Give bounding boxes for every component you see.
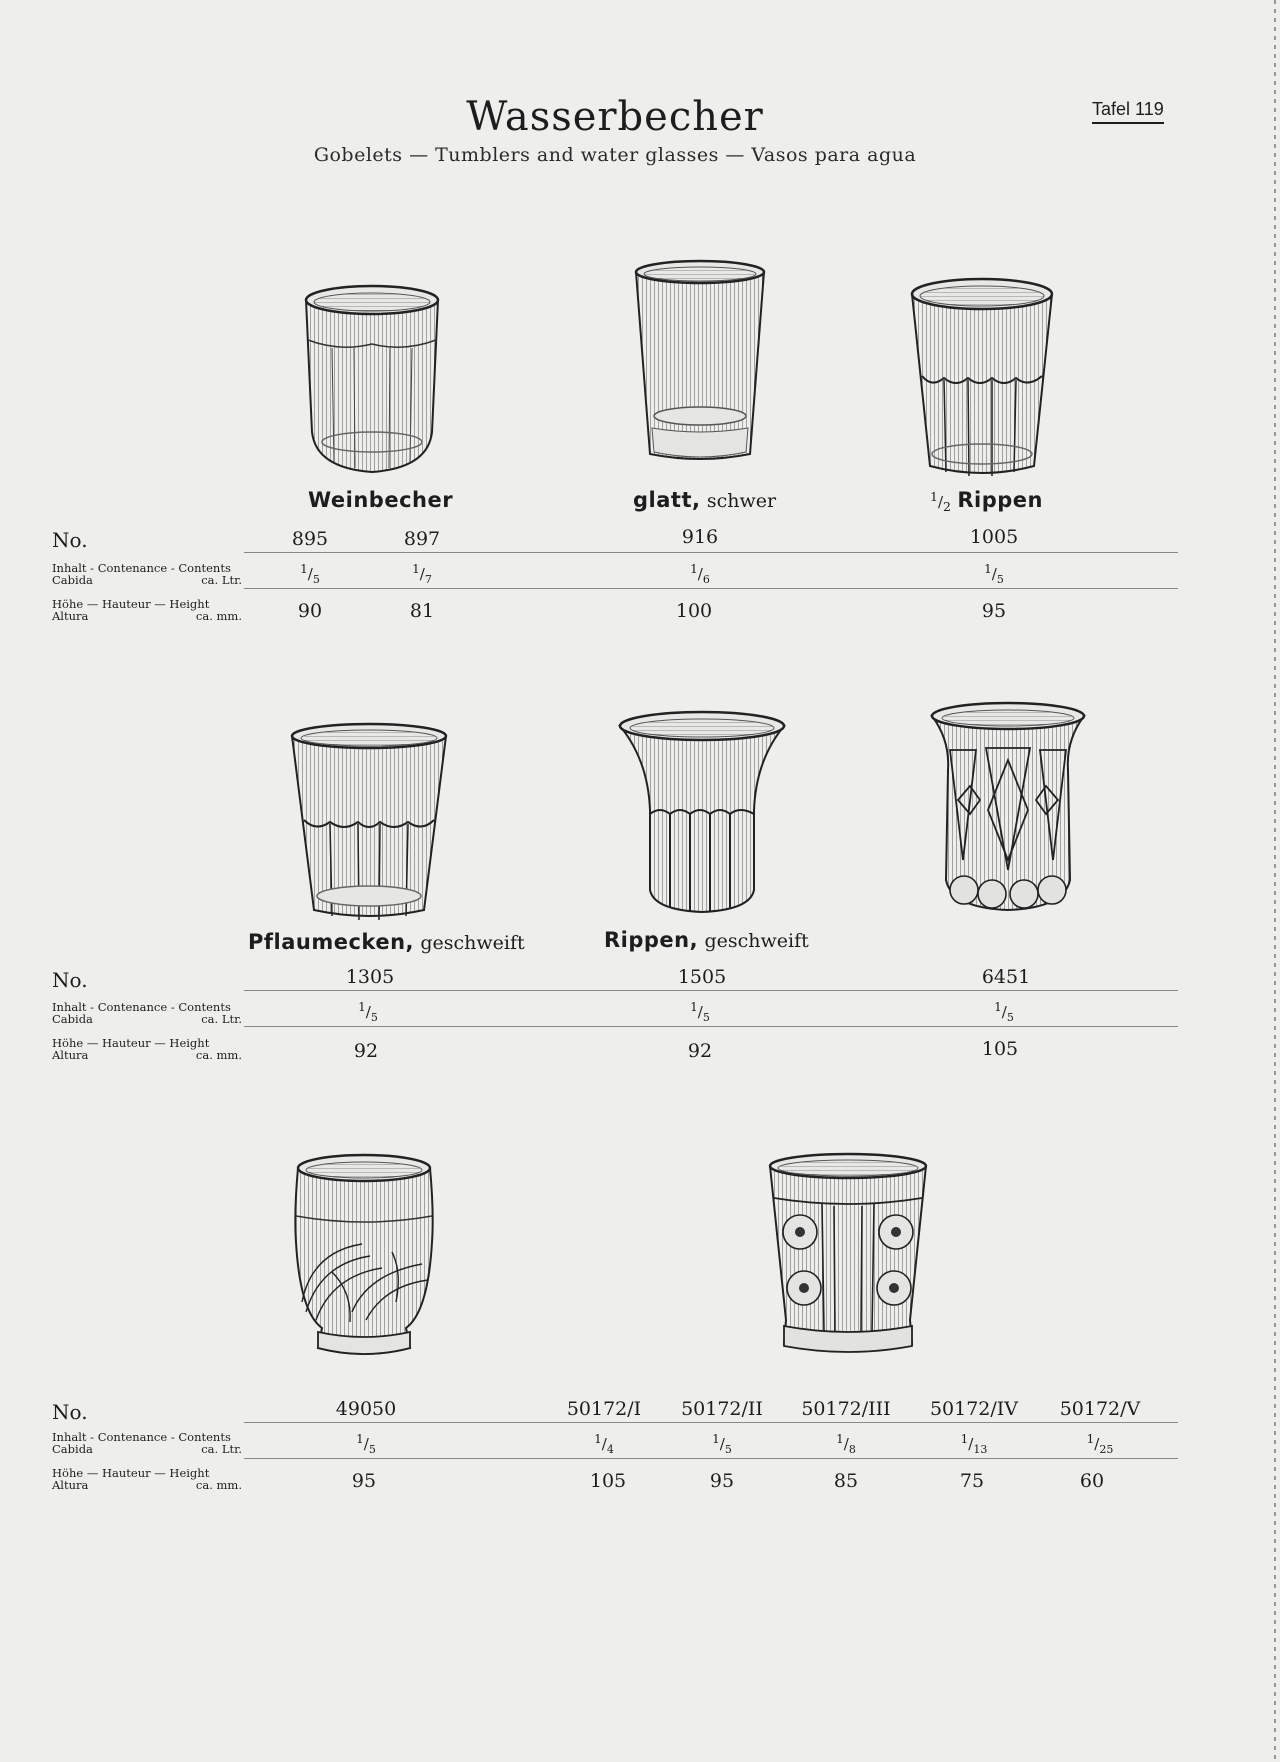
item-no: 1005 <box>969 526 1019 548</box>
item-no: 50172/II <box>681 1398 763 1420</box>
page-title: Wasserbecher <box>466 94 764 140</box>
row-label-contents: Inhalt - Contenance - Contents Cabida ca. Ltr. <box>52 1430 242 1456</box>
name-rippen-geschweift: Rippen, geschweift <box>604 928 809 952</box>
item-height: 75 <box>959 1470 985 1492</box>
item-no: 897 <box>403 528 441 550</box>
item-no: 1505 <box>677 966 727 988</box>
item-contents: $^1/_{25}$ <box>1086 1432 1114 1456</box>
name-weinbecher: Weinbecher <box>308 488 454 512</box>
name-half-rippen: $^1/_2$ Rippen <box>930 488 1043 514</box>
item-height: 81 <box>409 600 435 622</box>
page-edge-perforation <box>1274 0 1276 1762</box>
item-contents: $^1/_5$ <box>358 1000 378 1024</box>
row-label-no: No. <box>52 968 88 992</box>
row-label-contents: Inhalt - Contenance - Contents Cabida ca. Ltr. <box>52 561 242 587</box>
item-contents: $^1/_5$ <box>690 1000 710 1024</box>
plate-number: Tafel 119 <box>1092 99 1164 124</box>
item-no: 6451 <box>981 966 1031 988</box>
item-no: 50172/I <box>566 1398 642 1420</box>
item-height: 105 <box>589 1470 627 1492</box>
item-height: 60 <box>1079 1470 1105 1492</box>
name-glatt: glatt, schwer <box>633 488 777 512</box>
item-height: 92 <box>687 1040 713 1062</box>
row-label-no: No. <box>52 528 88 552</box>
item-contents: $^1/_7$ <box>412 562 432 586</box>
item-contents: $^1/_5$ <box>300 562 320 586</box>
fan-engraved-glass <box>292 1152 436 1362</box>
item-contents: $^1/_5$ <box>712 1432 732 1456</box>
item-no: 50172/V <box>1059 1398 1141 1420</box>
item-height: 85 <box>833 1470 859 1492</box>
item-height: 90 <box>297 600 323 622</box>
item-contents: $^1/_5$ <box>356 1432 376 1456</box>
row-label-contents: Inhalt - Contenance - Contents Cabida ca. Ltr. <box>52 1000 242 1026</box>
item-no: 50172/IV <box>929 1398 1019 1420</box>
item-height: 92 <box>353 1040 379 1062</box>
flower-cut-glass <box>766 1150 930 1360</box>
item-no: 49050 <box>335 1398 397 1420</box>
item-contents: $^1/_{13}$ <box>960 1432 988 1456</box>
item-contents: $^1/_8$ <box>836 1432 856 1456</box>
item-contents: $^1/_5$ <box>984 562 1004 586</box>
half-rippen-glass <box>910 276 1054 482</box>
item-height: 100 <box>675 600 713 622</box>
item-height: 95 <box>351 1470 377 1492</box>
weinbecher-glass <box>302 282 442 478</box>
glatt-glass <box>634 258 766 468</box>
item-no: 916 <box>681 526 719 548</box>
row-label-height: Höhe — Hauteur — Height Altura ca. mm. <box>52 1036 242 1062</box>
item-contents: $^1/_4$ <box>594 1432 614 1456</box>
pflaumecken-glass <box>290 720 448 924</box>
item-height: 95 <box>981 600 1007 622</box>
row-label-no: No. <box>52 1400 88 1424</box>
page-subtitle: Gobelets — Tumblers and water glasses — Vasos para agua <box>313 144 917 166</box>
rippen-geschweift-glass <box>618 710 786 916</box>
item-contents: $^1/_6$ <box>690 562 710 586</box>
item-no: 50172/III <box>801 1398 891 1420</box>
star-cut-glass <box>928 700 1088 916</box>
item-contents: $^1/_5$ <box>994 1000 1014 1024</box>
item-no: 895 <box>291 528 329 550</box>
item-no: 1305 <box>345 966 395 988</box>
item-height: 95 <box>709 1470 735 1492</box>
item-height: 105 <box>981 1038 1019 1060</box>
row-label-height: Höhe — Hauteur — Height Altura ca. mm. <box>52 1466 242 1492</box>
row-label-height: Höhe — Hauteur — Height Altura ca. mm. <box>52 597 242 623</box>
name-pflaumecken: Pflaumecken, geschweift <box>248 930 525 954</box>
